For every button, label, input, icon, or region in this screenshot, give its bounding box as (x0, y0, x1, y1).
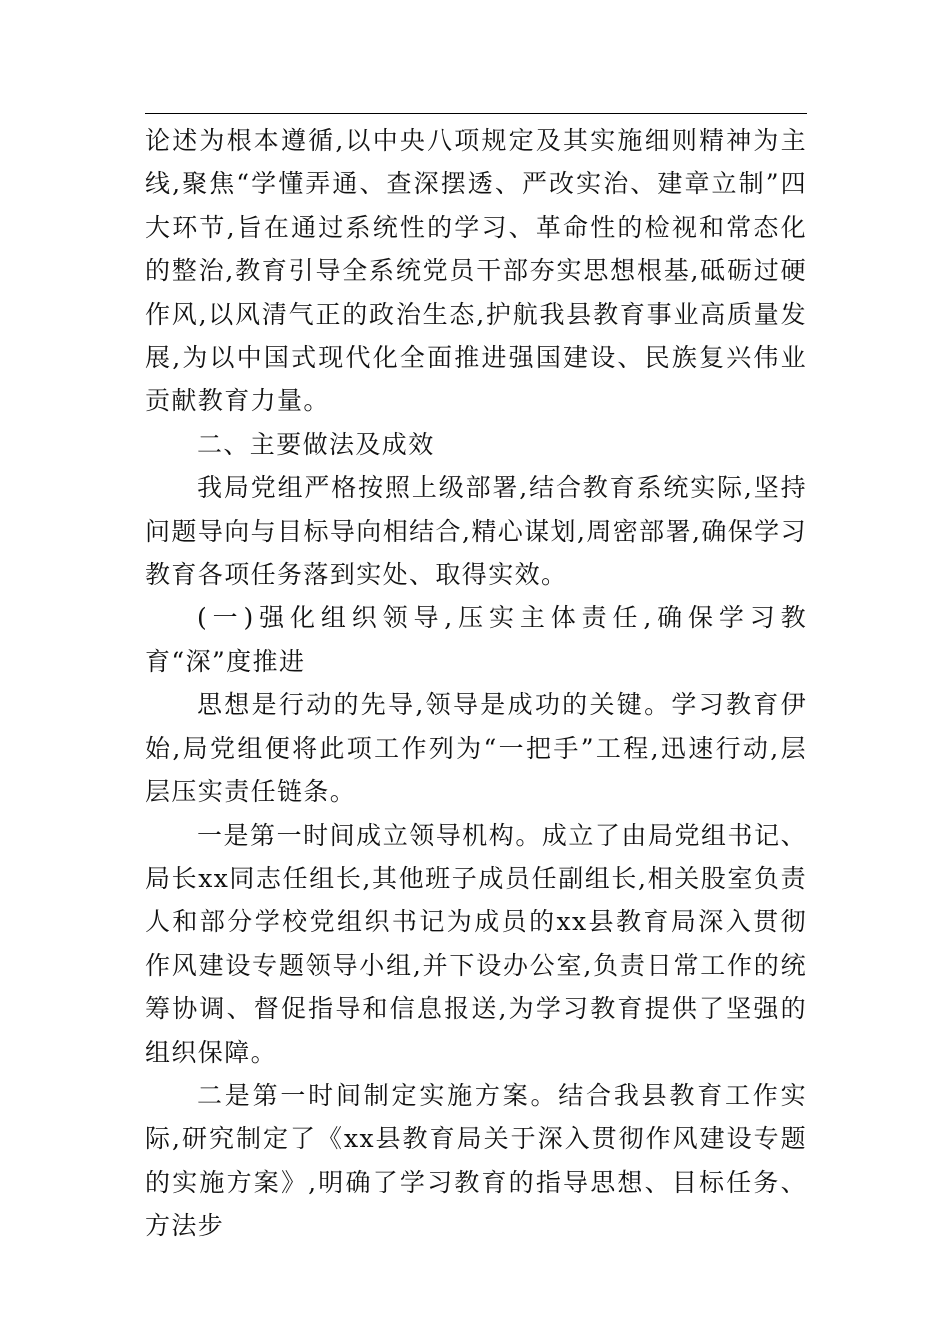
paragraph: 我局党组严格按照上级部署,结合教育系统实际,坚持问题导向与目标导向相结合,精心谋划,周密部署,确保学习教育各项任务落到实处、取得实效。 (145, 473, 807, 590)
section-heading: 二、主要做法及成效 (197, 429, 435, 459)
paragraph: 思想是行动的先导,领导是成功的关键。学习教育伊始,局党组便将此项工作列为“一把手”工程,迅速行动,层层压实责任链条。 (145, 690, 807, 807)
subsection-heading: (一)强化组织领导,压实主体责任,确保学习教育“深”度推进 (145, 603, 807, 676)
paragraph: 二是第一时间制定实施方案。结合我县教育工作实际,研究制定了《xx县教育局关于深入贯彻作风建设专题的实施方案》,明确了学习教育的指导思想、目标任务、方法步 (145, 1080, 807, 1241)
paragraph: 一是第一时间成立领导机构。成立了由局党组书记、局长xx同志任组长,其他班子成员任副组长,相关股室负责人和部分学校党组织书记为成员的xx县教育局深入贯彻作风建设专题领导小组,并下设办公室,负责日常工作的统筹协调、督促指导和信息报送,为学习教育提供了坚强的组织保障。 (145, 820, 807, 1067)
document-body (145, 119, 807, 1248)
header-rule (145, 113, 807, 114)
paragraph-continued: 论述为根本遵循,以中央八项规定及其实施细则精神为主线,聚焦“学懂弄通、查深摆透、严改实治、建章立制”四大环节,旨在通过系统性的学习、革命性的检视和常态化的整治,教育引导全系统党员干部夯实思想根基,砥砺过硬作风,以风清气正的政治生态,护航我县教育事业高质量发展,为以中国式现代化全面推进强国建设、民族复兴伟业贡献教育力量。 (145, 126, 807, 416)
